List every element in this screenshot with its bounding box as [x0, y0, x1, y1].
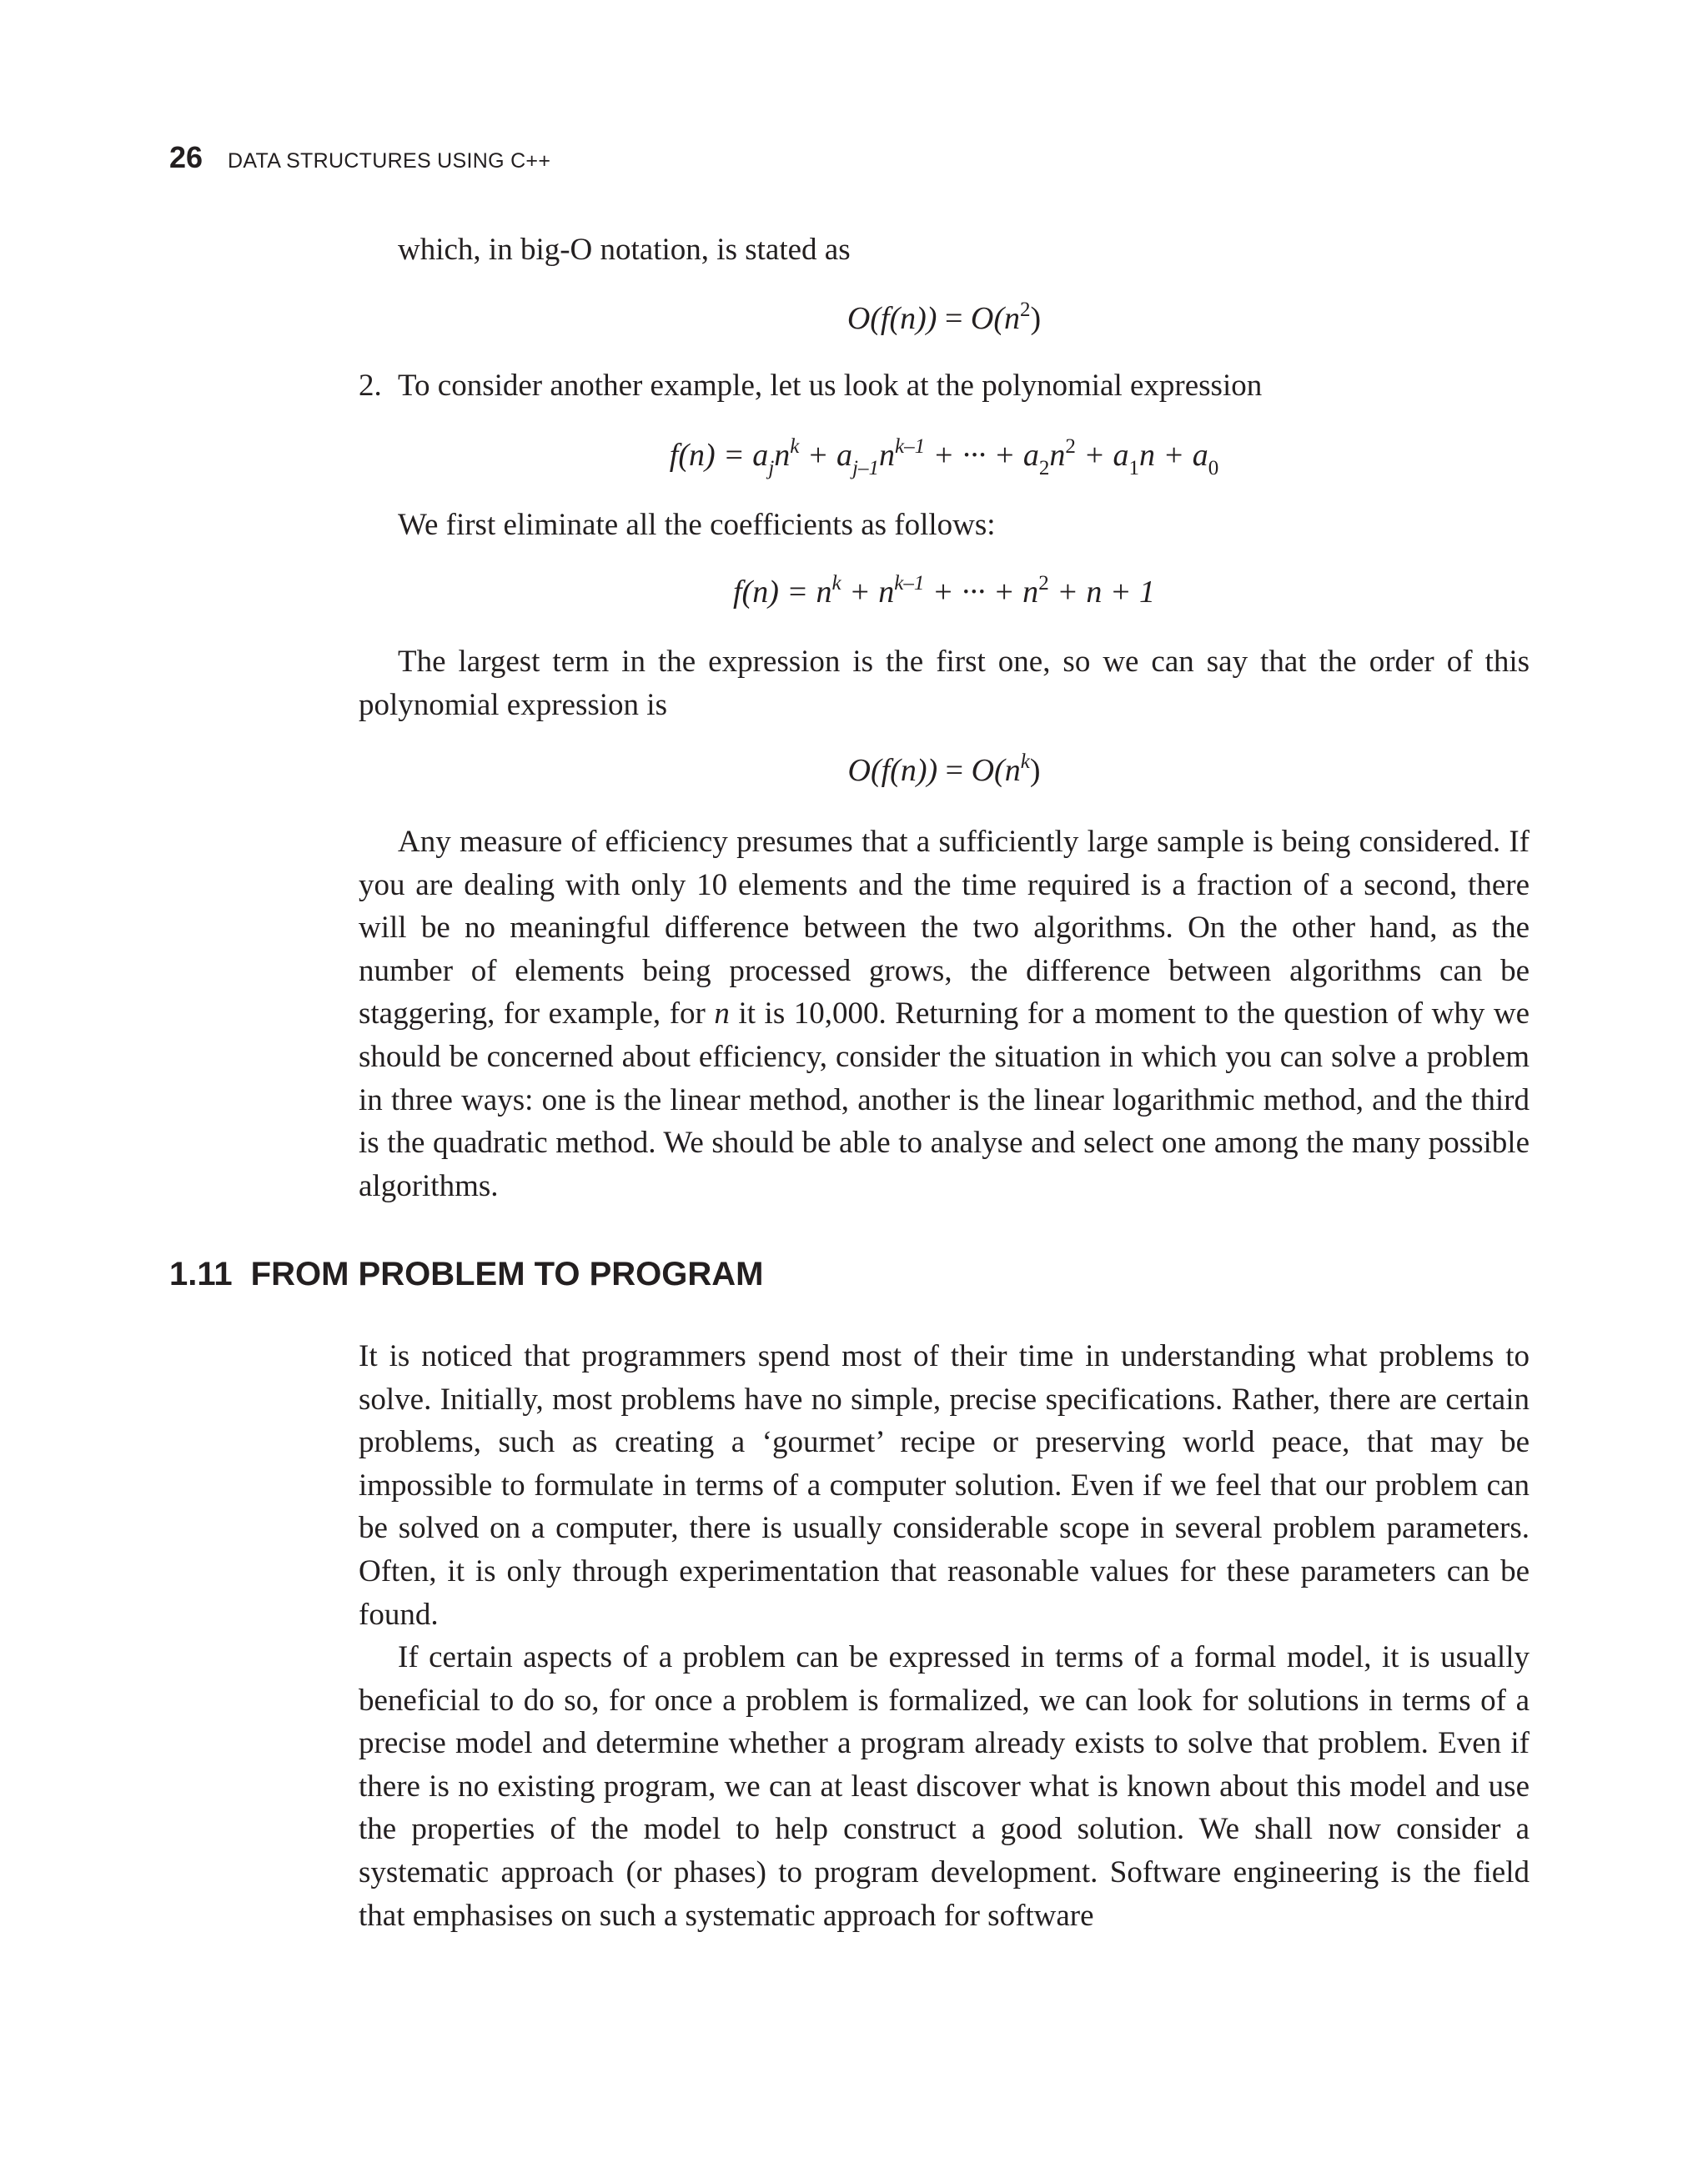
efficiency-variable-n: n	[714, 996, 730, 1031]
eq3-plus-n: + n	[841, 575, 895, 610]
eq3-tail: + n + 1	[1048, 575, 1155, 610]
paragraph-eliminate-coefficients: We first eliminate all the coefficients as follows:	[398, 508, 996, 542]
eq1-exponent: 2	[1020, 299, 1031, 321]
eq1-rhs: O(n	[970, 301, 1020, 336]
efficiency-text-2: it is 10,000. Returning for a moment to the question of why we should be concerned about efficiency, consider the situation in which you can solve a problem in three ways: one is the linear method, another is the linear logarithmic method, and the third is the quadratic method. We should be able to analyse and select one among the many possible algorithms.	[359, 996, 1530, 1203]
eq1-lhs: O(f(n))	[846, 301, 937, 336]
paragraph-formal-model: If certain aspects of a problem can be expressed in terms of a formal model, it is usually beneficial to do so, for once a problem is formalized, we can look for solutions in terms of a precise model and determine whether a program already exists to solve that problem. Even if there is no existing program, we can at least discover what is known about this model and use the properties of the model to help construct a good solution. We shall now consider a systematic approach (or phases) to program development. Software engineering is the field that emphasises on such a systematic approach for software	[359, 1640, 1530, 1933]
section-heading	[169, 1256, 763, 1293]
eq2-sub-0: 0	[1208, 457, 1219, 479]
section-number: 1.11	[169, 1256, 233, 1292]
eq4-close: )	[1029, 753, 1041, 788]
eq2-dots-a: + ··· + a	[925, 438, 1039, 473]
eq2-n3: n	[1049, 438, 1066, 473]
lead-text: which, in big-O notation, is stated as	[398, 233, 851, 267]
eq1-equals: =	[937, 301, 971, 336]
equation-big-o-n-squared	[359, 300, 1530, 337]
eq2-plus-a: + a	[799, 438, 853, 473]
equation-simplified-polynomial	[359, 574, 1530, 610]
list-item-text: To consider another example, let us look at the polynomial expression	[398, 369, 1263, 403]
eq2-lhs: f(n) = a	[669, 438, 769, 473]
eq2-plus-a1: + a	[1075, 438, 1129, 473]
book-title: DATA STRUCTURES USING C++	[228, 149, 551, 173]
eq2-n: n	[774, 438, 791, 473]
eq2-n2: n	[878, 438, 895, 473]
paragraph-largest-term: The largest term in the expression is the first one, so we can say that the order of this polynomial expression is	[359, 645, 1530, 722]
running-header	[169, 140, 550, 175]
eq3-exp-2: 2	[1038, 572, 1049, 595]
eq2-sub-j-1: j–1	[852, 457, 879, 479]
eq2-exp-k-1: k–1	[894, 435, 926, 458]
eq4-lhs: O(f(n))	[847, 753, 938, 788]
eq2-sub-2: 2	[1038, 457, 1050, 479]
eq4-exponent: k	[1020, 750, 1030, 773]
eq2-sub-j: j	[768, 457, 775, 479]
eq2-n-plus-a: n + a	[1139, 438, 1208, 473]
page-number: 26	[169, 140, 203, 174]
eq4-equals: =	[937, 753, 972, 788]
paragraph-problem: It is noticed that programmers spend most of their time in understanding what problems to solve. Initially, most problems have no simple, precise specifications. Rather, there are certain problems, such as creating a ‘gourmet’ recipe or preserving world peace, that may be impossible to formulate in terms of a computer solution. Even if we feel that our problem can be solved on a computer, there is usually considerable scope in several problem parameters. Often, it is only through experimentation that reasonable values for these parameters can be found.	[359, 1339, 1530, 1632]
eq2-exp-k: k	[790, 435, 800, 458]
equation-polynomial	[359, 435, 1530, 479]
eq2-sub-1: 1	[1128, 457, 1140, 479]
eq3-exp-k: k	[831, 572, 841, 595]
efficiency-text-1: Any measure of efficiency presumes that a sufficiently large sample is being considered. If you are dealing with only 10 elements and the time required is a fraction of a second, there will be no meaningful difference between the two algorithms. On the other hand, as the number of elements being processed grows, the difference between algorithms can be staggering, for example, for	[359, 825, 1530, 1031]
eq4-rhs: O(n	[971, 753, 1021, 788]
eq3-lhs: f(n) = n	[733, 575, 832, 610]
eq2-exp-2: 2	[1065, 435, 1076, 458]
paragraph-efficiency	[359, 821, 1530, 1207]
list-item-2	[359, 368, 1262, 404]
eq3-exp-k-1: k–1	[894, 572, 925, 595]
eq3-dots-n: + ··· + n	[924, 575, 1039, 610]
eq1-close: )	[1030, 301, 1042, 336]
section-title: FROM PROBLEM TO PROGRAM	[250, 1256, 764, 1292]
equation-big-o-n-k	[359, 752, 1530, 789]
list-item-number: 2.	[359, 369, 382, 403]
